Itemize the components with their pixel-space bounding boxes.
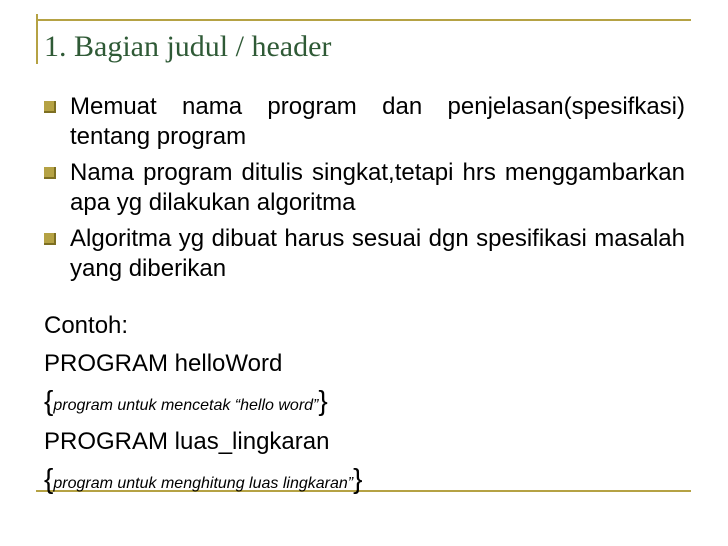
bullet-text: Nama program ditulis singkat,tetapi hrs menggambarkan apa yg dilakukan algoritma	[70, 159, 685, 216]
bullet-text: Algoritma yg dibuat harus sesuai dgn spesifikasi masalah yang diberikan	[70, 225, 685, 282]
bullet-item	[44, 158, 685, 218]
bullet-item	[44, 92, 685, 152]
square-bullet-icon	[44, 167, 56, 179]
example-label: Contoh:	[44, 312, 129, 339]
square-bullet-icon	[44, 233, 56, 245]
brace-close: }	[318, 385, 328, 416]
slide-title: 1. Bagian judul / header	[44, 30, 332, 63]
example-comment-line	[44, 385, 328, 417]
comment-text: program untuk menghitung luas lingkaran”	[53, 475, 354, 492]
example-comment-line	[44, 463, 362, 495]
comment-text: program untuk mencetak “hello word”	[53, 397, 319, 414]
example-program-line: PROGRAM helloWord	[44, 350, 283, 377]
brace-close: }	[353, 463, 363, 494]
square-bullet-icon	[44, 101, 56, 113]
bullet-text: Memuat nama program dan penjelasan(spesifkasi) tentang program	[70, 93, 685, 150]
example-program-line: PROGRAM luas_lingkaran	[44, 428, 330, 455]
bullet-item	[44, 224, 685, 284]
brace-open: {	[44, 385, 54, 416]
bullet-list	[44, 92, 685, 290]
frame-top-line	[36, 19, 691, 21]
frame-vertical-line	[36, 14, 38, 64]
brace-open: {	[44, 463, 54, 494]
